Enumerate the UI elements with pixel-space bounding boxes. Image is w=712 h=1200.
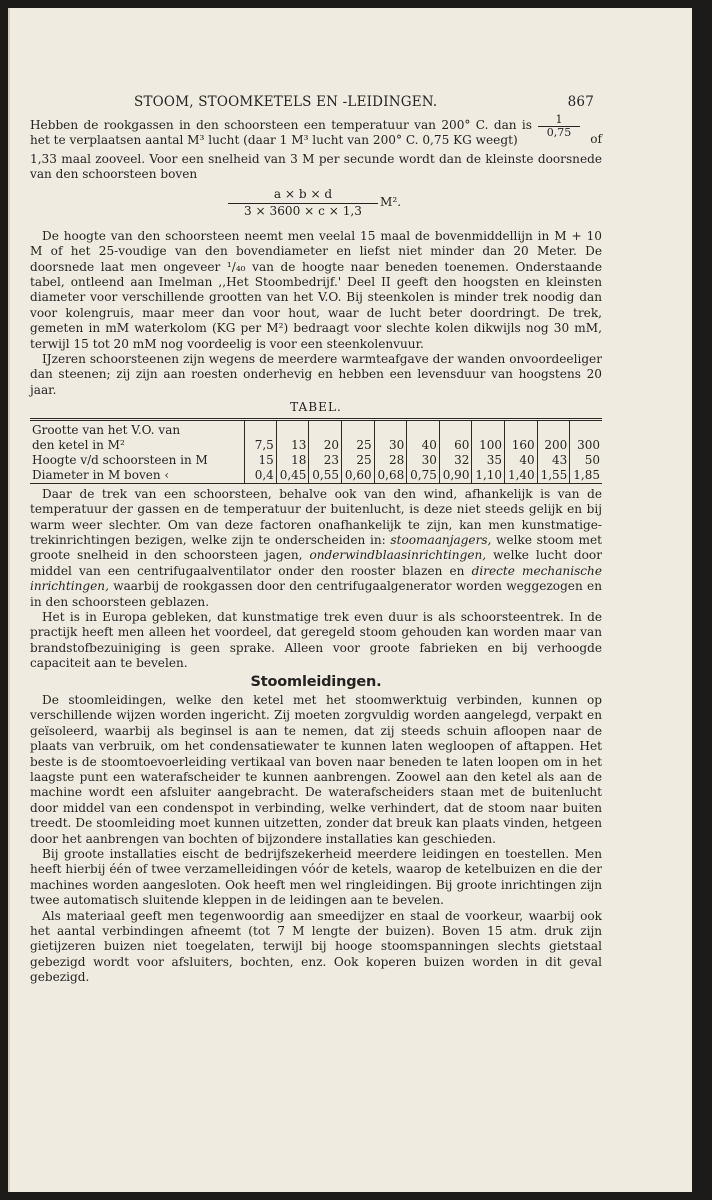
paragraph-iron-chimneys: IJzeren schoorsteenen zijn wegens de meerdere warmteafgave der wanden onvoordeeliger dan steenen; zij zijn aan roesten onderhevig en hebben een levensduur van hoogstens 20 jaar. — [30, 352, 602, 397]
table-row — [30, 453, 602, 468]
table-cell: 0,45 — [276, 468, 309, 484]
table-cell: 18 — [276, 453, 309, 468]
intro-continuation: 1,33 maal zooveel. Voor een snelheid van 3 M per secunde wordt dan de kleinste doorsnede van den schoorsteen boven — [30, 152, 602, 182]
inline-fraction — [538, 114, 580, 139]
table-cell: 43 — [537, 453, 570, 468]
page-body — [30, 113, 602, 986]
table-cell: 23 — [309, 453, 342, 468]
table-cell: 0,75 — [407, 468, 440, 484]
paragraph-artificial-draught — [30, 487, 602, 610]
formula-numerator: a × b × d — [228, 187, 378, 204]
page-number: 867 — [567, 94, 594, 110]
table-cell: 15 — [244, 453, 276, 468]
table-row — [30, 468, 602, 484]
table-cell: 25 — [342, 438, 375, 453]
table-cell: 25 — [342, 453, 375, 468]
fraction-suffix: of — [590, 132, 602, 146]
table-cell: 1,55 — [537, 468, 570, 484]
table-cell: 35 — [472, 453, 505, 468]
table-cell: 0,55 — [309, 468, 342, 484]
table-cell: 50 — [584, 452, 600, 467]
paragraph-materials: Als materiaal geeft men tegenwoordig aan smeedijzer en staal de voorkeur, waarbij ook het aantal verbindingen afneemt (tot 7 M lengte der buizen). Boven 15 atm. druk zijn gietijzeren buizen niet toegelaten, terwijl bij hooge stoomspanningen slechts gietstaal gebezigd wordt voor afsluiters, bochten, enz. Ook koperen buizen worden in dit geval gebezigd. — [30, 908, 602, 985]
table-cell: 1,10 — [472, 468, 505, 484]
book-page — [8, 8, 692, 1192]
fraction-denominator: 0,75 — [546, 126, 572, 139]
table-cell: 32 — [439, 453, 472, 468]
table-cell: 0,4 — [244, 468, 276, 484]
table-cell: 30 — [374, 438, 407, 453]
table-cell: 0,60 — [342, 468, 375, 484]
intro-text: Hebben de rookgassen in den schoorsteen een temperatuur van 200° C. dan is het te verplaatsen aantal M³ lucht (daar 1 M³ lucht van 200° C. 0,75 KG weegt) — [30, 118, 532, 148]
paragraph-large-installations: Bij groote installaties eischt de bedrijfszekerheid meerdere leidingen en toestellen. Men heeft hierbij één of twee verzamelleidingen vóór de ketels, waarop de ketelbuizen en die der machines worden aangesloten. Ook heeft men wel ringleidingen. Bij groote inrichtingen zijn twee automatisch sluitende kleppen in de leidingen aan te bevelen. — [30, 847, 602, 908]
fraction-numerator: 1 — [538, 114, 580, 127]
table-cell: 40 — [505, 453, 538, 468]
term-mechanical-draught: directe mechanische inrichtingen, — [30, 563, 602, 594]
table-row — [30, 419, 602, 438]
row-label: Diameter in M boven ‹ — [30, 468, 244, 484]
formula-denominator: 3 × 3600 × c × 1,3 — [244, 204, 362, 219]
table-cell: 200 — [537, 438, 570, 453]
formula-fraction — [228, 187, 378, 220]
table-cell: 40 — [407, 438, 440, 453]
row-label: den ketel in M² — [30, 438, 244, 453]
chimney-table — [30, 418, 602, 484]
table-cell: 300 — [577, 437, 600, 452]
table-cell: 20 — [309, 438, 342, 453]
text-run: Daar de trek van een schoorsteen, behalve ook van den wind, afhankelijk is van de temperatuur der gassen en de temperatuur der buitenlucht, is deze niet steeds gelijk en bij warm weer slechter. Om van deze factoren onafhankelijk te zijn, kan men kunstmatige-trekinrichtingen bezigen, welke zijn te onderscheiden in: — [30, 486, 602, 547]
intro-sentence — [30, 113, 602, 152]
table-cell: 100 — [472, 438, 505, 453]
term-steam-blowers: stoomaanjagers, — [390, 532, 492, 547]
paragraph-chimney-height: De hoogte van den schoorsteen neemt men veelal 15 maal de bovenmiddellijn in M + 10 M of het 25-voudige van den bovendiameter en liefst niet minder dan 20 Meter. De doorsnede laat men ongeveer ¹/₄₀ van de hoogte naar beneden toenemen. Onderstaande tabel, ontleend aan Imelman ,,Het Stoombedrijf.' Deel II geeft den hoogsten en kleinsten diameter voor verschillende grootten van het V.O. Bij steenkolen is minder trek noodig dan voor kolengruis, maar meer dan voor hout, waar de lucht beter doordringt. De trek, gemeten in mM waterkolom (KG per M²) bedraagt voor slechte kolen dikwijls nog 30 mM, terwijl 15 tot 20 mM nog voordeelig is voor een steenkolenvuur. — [30, 228, 602, 351]
running-title: STOOM, STOOMKETELS EN -LEIDINGEN. — [134, 94, 438, 110]
table-row — [30, 438, 602, 453]
table-cell: 1,40 — [505, 468, 538, 484]
table-cell: 60 — [439, 438, 472, 453]
table-cell: 7,5 — [244, 438, 276, 453]
table-cell: 0,90 — [439, 468, 472, 484]
row-label: Grootte van het V.O. van — [30, 419, 244, 438]
table-title: TABEL. — [290, 400, 342, 415]
table-cell: 28 — [374, 453, 407, 468]
paragraph-steam-lines: De stoomleidingen, welke den ketel met het stoomwerktuig verbinden, kunnen op verschillende wijzen worden ingericht. Zij moeten zorgvuldig worden aangelegd, verpakt en geïsoleerd, waarbij als beginsel is aan te nemen, dat zij steeds schuin afloopen naar de plaats van verbruik, om het condensatiewater te kunnen laten wegloopen of aftappen. Het beste is de stoomtoevoerleiding vertikaal van boven naar beneden te laten loopen om in het laagste punt een waterafscheider te kunnen aanbrengen. Zoowel aan den ketel als aan de machine wordt een afsluiter aangebracht. De waterafscheiders staan met de buitenlucht door middel van een condenspot in verbinding, welke verhindert, dat de stoom naar buiten treedt. De stoomleiding moet kunnen uitzetten, zonder dat breuk kan plaats vinden, hetgeen door het aanbrengen van bochten of bijzondere installaties kan geschieden. — [30, 692, 602, 846]
table-cell: 160 — [505, 438, 538, 453]
table-cell: 1,85 — [573, 467, 600, 482]
text-run: waarbij de rookgassen door den centrifugaalgenerator worden weggezogen en in den schoorsteen geblazen. — [30, 579, 602, 609]
table-cell: 13 — [276, 438, 309, 453]
section-heading: Stoomleidingen. — [250, 673, 382, 690]
formula-unit: M². — [380, 194, 402, 209]
row-label: Hoogte v/d schoorsteen in M — [30, 453, 244, 468]
running-header — [8, 94, 692, 114]
cross-section-formula — [30, 185, 602, 229]
table-cell: 0,68 — [374, 468, 407, 484]
text-run: welke stoom met groote snelheid in den schoorsteen jagen, — [30, 532, 602, 563]
paragraph-europe: Het is in Europa gebleken, dat kunstmatige trek even duur is als schoorsteentrek. In de practijk heeft men alleen het voordeel, dat geregeld stoom gehouden kan worden maar van brandstofbezuiniging is geen sprake. Alleen voor groote fabrieken en bij verhoogde capaciteit aan te bevelen. — [30, 609, 602, 671]
text-run: welke lucht door middel van een centrifugaalventilator onder den rooster blazen en — [30, 548, 602, 578]
term-forced-draught: onderwindblaasinrichtingen, — [309, 548, 487, 563]
table-cell: 30 — [407, 453, 440, 468]
